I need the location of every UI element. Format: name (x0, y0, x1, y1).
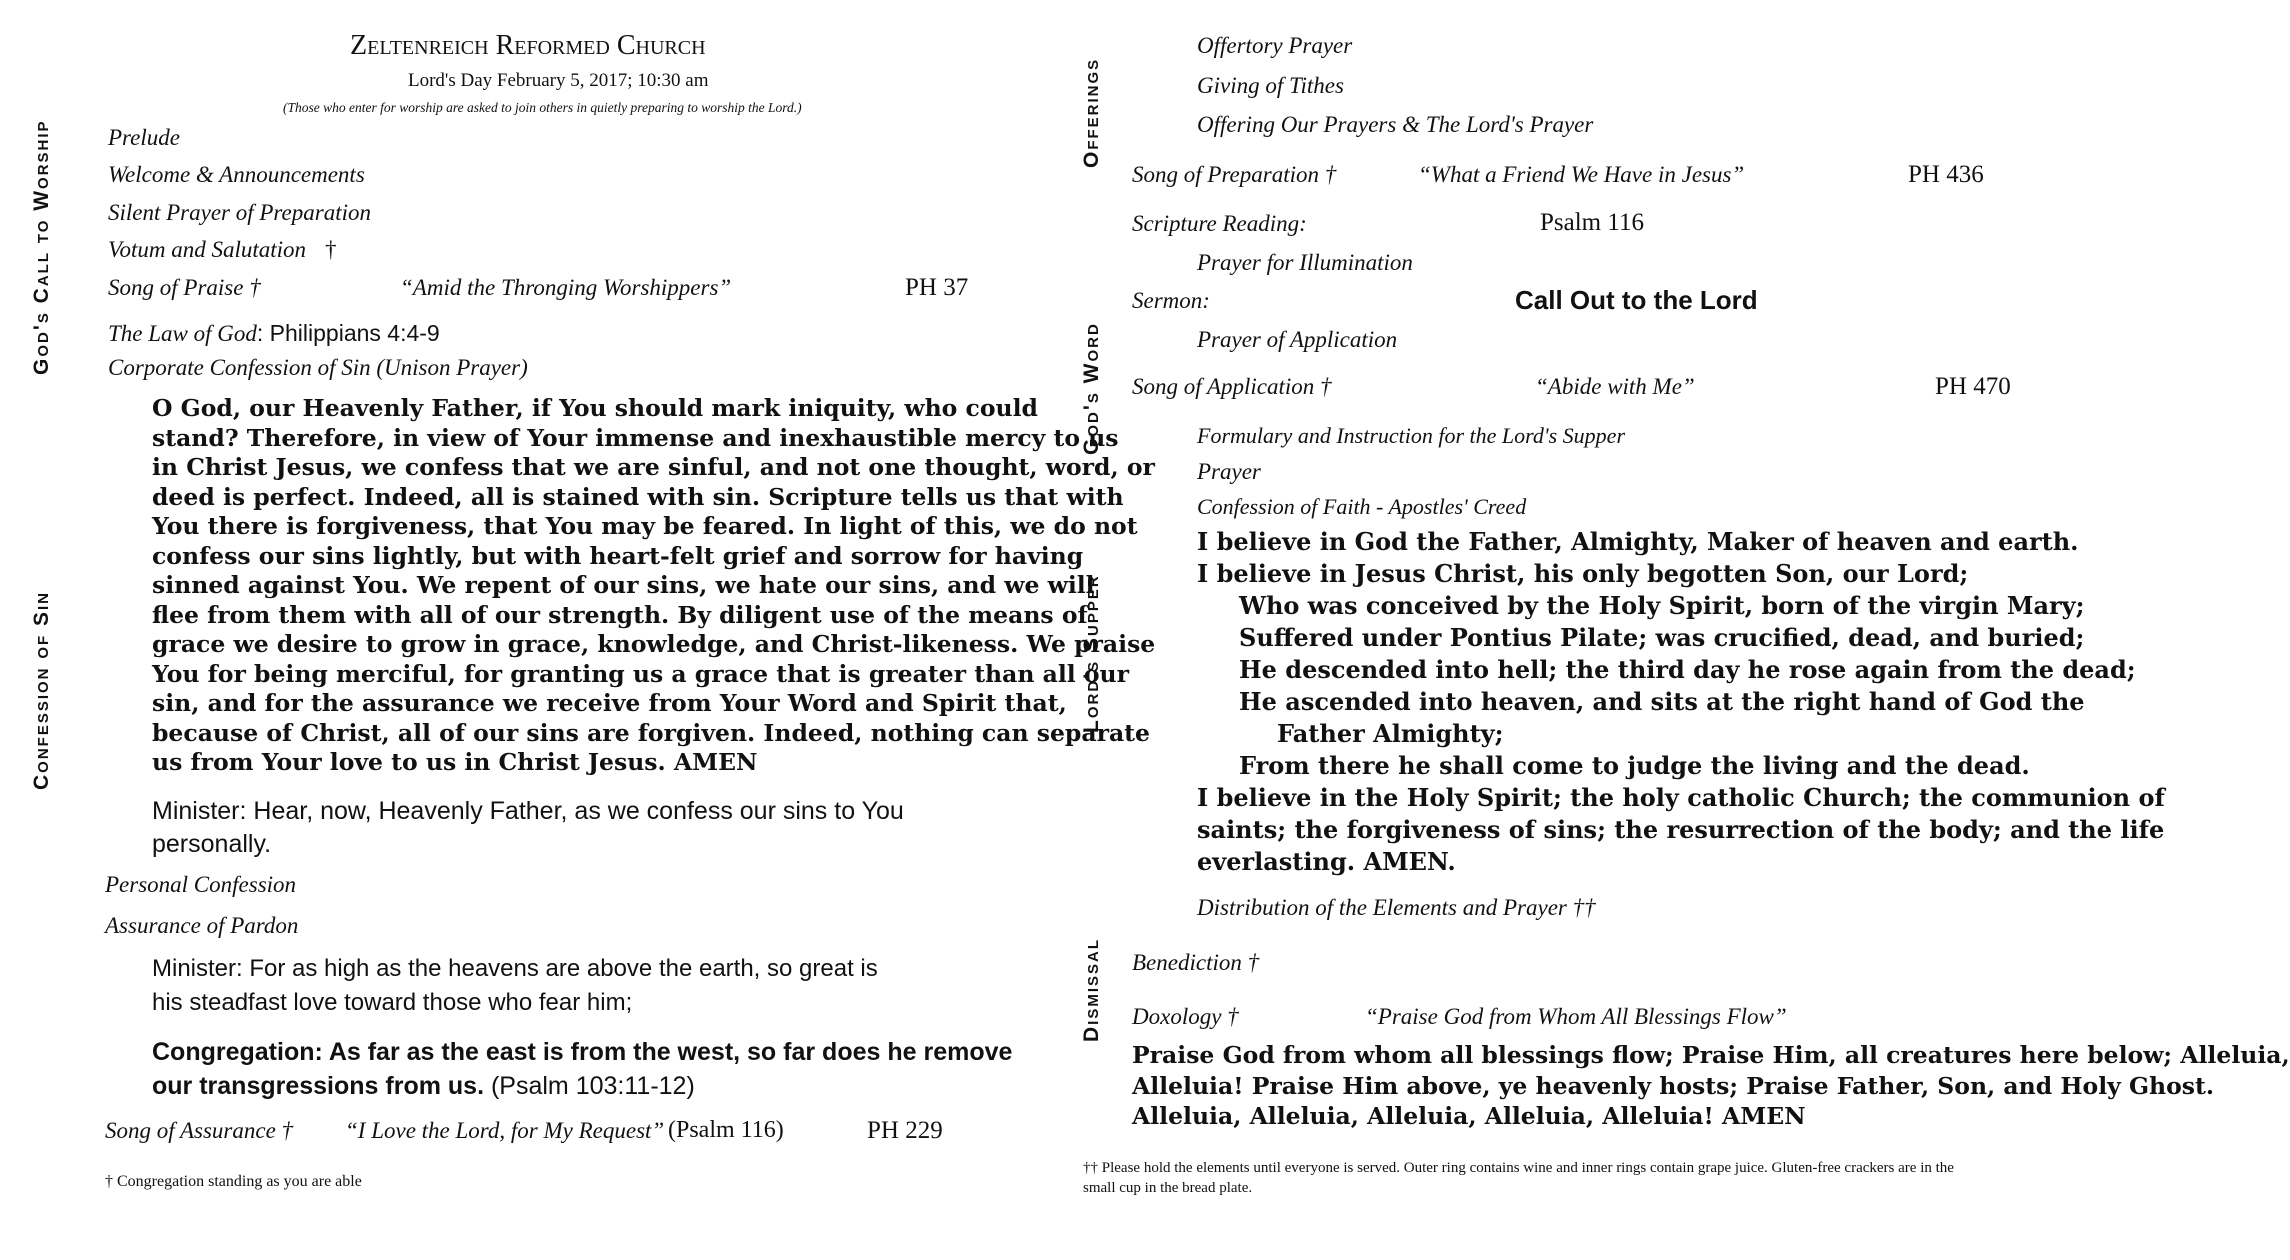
header-note: (Those who enter for worship are asked to join others in quietly preparing to worship the Lord.) (283, 100, 802, 115)
doxology-line: Alleluia, Alleluia, Alleluia, Alleluia, Alleluia! AMEN (1132, 1102, 1806, 1130)
side-label-lords-supper: Lord's Supper (1080, 574, 1103, 733)
distribution-of-elements: Distribution of the Elements and Prayer †† (1197, 895, 1596, 920)
prayer-line: confess our sins lightly, but with heart-felt grief and sorrow for having (152, 541, 1084, 570)
scripture-reference: Psalm 116 (1540, 209, 1644, 236)
congregation-ref: (Psalm 103:11-12) (484, 1072, 695, 1100)
silent-prayer: Silent Prayer of Preparation (108, 200, 371, 225)
left-footnote: † Congregation standing as you are able (105, 1173, 362, 1190)
song-of-praise-number: PH 37 (905, 274, 969, 301)
congregation-line: our transgressions from us. (152, 1072, 485, 1100)
welcome-announcements: Welcome & Announcements (108, 162, 365, 187)
prayer-item: Prayer (1197, 459, 1261, 484)
side-label-offerings: Offerings (1080, 57, 1103, 168)
prayer-line: grace we desire to grow in grace, knowledge, and Christ-likeness. We praise (152, 630, 1156, 658)
song-of-preparation: Song of Preparation † (1132, 162, 1337, 187)
minister-call (152, 795, 904, 861)
song-of-application-title: “Abide with Me” (1535, 374, 1695, 399)
apostles-creed (1197, 526, 2165, 878)
assurance-of-pardon: Assurance of Pardon (105, 913, 299, 938)
doxology: Doxology † (1132, 1004, 1239, 1029)
prayer-line: because of Christ, all of our sins are forgiven. Indeed, nothing can separate (152, 718, 1150, 747)
creed-line: Father Almighty; (1277, 719, 1504, 748)
side-label-gods-word: God's Word (1080, 322, 1103, 455)
prayer-line: stand? Therefore, in view of Your immense and inexhaustible mercy to us (152, 423, 1119, 452)
song-of-assurance-ref: (Psalm 116) (668, 1117, 784, 1143)
prayer-line: You for being merciful, for granting us a grace that is greater than all our (152, 659, 1130, 688)
song-of-preparation-number: PH 436 (1908, 161, 1984, 188)
right-footnote (1083, 1158, 1954, 1198)
prayer-line: in Christ Jesus, we confess that we are sinful, and not one thought, word, or (152, 453, 1155, 481)
doxology-title: “Praise God from Whom All Blessings Flow” (1365, 1004, 1787, 1029)
church-name: Zeltenreich Reformed Church (350, 30, 706, 61)
footnote-line: small cup in the bread plate. (1083, 1180, 1253, 1196)
giving-of-tithes: Giving of Tithes (1197, 73, 1344, 98)
creed-line: I believe in God the Father, Almighty, Maker of heaven and earth. (1197, 527, 2079, 556)
footnote-line: †† Please hold the elements until everyone is served. Outer ring contains wine and inner rings contain grape juice. Gluten-free crackers are in the (1083, 1160, 1954, 1176)
prayer-line: sinned against You. We repent of our sins, we hate our sins, and we will (152, 571, 1095, 599)
prayer-line: deed is perfect. Indeed, all is stained with sin. Scripture tells us that with (152, 482, 1124, 511)
votum-mark: † (325, 237, 337, 262)
side-label-confession: Confession of Sin (30, 590, 53, 790)
side-label-call-to-worship: God's Call to Worship (30, 119, 53, 375)
prelude: Prelude (108, 125, 180, 150)
creed-line: From there he shall come to judge the living and the dead. (1239, 751, 2030, 780)
creed-line: Suffered under Pontius Pilate; was crucified, dead, and buried; (1239, 623, 2085, 652)
benediction: Benediction † (1132, 950, 1260, 975)
sermon-title: Call Out to the Lord (1515, 285, 1758, 315)
song-of-application-number: PH 470 (1935, 373, 2011, 400)
prayer-line: us from Your love to us in Christ Jesus. AMEN (152, 748, 758, 776)
personal-confession: Personal Confession (105, 872, 297, 897)
doxology-text (1132, 1040, 2290, 1132)
confession-prayer (152, 394, 1155, 778)
law-label: The Law of God (108, 321, 257, 346)
congregation-response (152, 1035, 1012, 1104)
law-of-god (108, 320, 440, 347)
minister-assurance (152, 952, 878, 1020)
song-of-preparation-title: “What a Friend We Have in Jesus” (1418, 162, 1745, 187)
minister-line: personally. (152, 830, 272, 858)
song-of-praise: Song of Praise † (108, 275, 261, 300)
prayer-of-application: Prayer of Application (1197, 327, 1398, 352)
law-ref: : Philippians 4:4-9 (256, 320, 440, 346)
creed-line: He ascended into heaven, and sits at the right hand of God the (1239, 687, 2085, 716)
side-label-dismissal: Dismissal (1080, 937, 1103, 1042)
minister-line: his steadfast love toward those who fear him; (152, 989, 633, 1016)
minister-line: Minister: For as high as the heavens are above the earth, so great is (152, 955, 878, 982)
prayer-line: flee from them with all of our strength. By diligent use of the means of (152, 600, 1088, 629)
congregation-line: Congregation: As far as the east is from the west, so far does he remove (152, 1038, 1013, 1066)
offering-prayers: Offering Our Prayers & The Lord's Prayer (1197, 112, 1594, 137)
song-of-praise-title: “Amid the Thronging Worshippers” (400, 275, 732, 300)
song-of-assurance: Song of Assurance † (105, 1118, 294, 1143)
minister-line: Minister: Hear, now, Heavenly Father, as we confess our sins to You (152, 797, 904, 825)
doxology-line: Alleluia! Praise Him above, ye heavenly hosts; Praise Father, Son, and Holy Ghost. (1132, 1071, 2215, 1100)
creed-line: I believe in Jesus Christ, his only begotten Son, our Lord; (1197, 559, 1969, 588)
prayer-line: You there is forgiveness, that You may be feared. In light of this, we do not (152, 512, 1138, 540)
prayer-line: O God, our Heavenly Father, if You should mark iniquity, who could (152, 394, 1038, 422)
formulary: Formulary and Instruction for the Lord's Supper (1197, 423, 1626, 448)
corporate-confession: Corporate Confession of Sin (Unison Prayer) (108, 355, 528, 380)
song-of-application: Song of Application † (1132, 374, 1332, 399)
prayer-line: sin, and for the assurance we receive from Your Word and Spirit that, (152, 689, 1067, 717)
votum-salutation: Votum and Salutation (108, 237, 307, 262)
creed-line: He descended into hell; the third day he rose again from the dead; (1239, 655, 2136, 684)
scripture-reading: Scripture Reading: (1132, 211, 1307, 236)
prayer-for-illumination: Prayer for Illumination (1197, 250, 1413, 275)
confession-of-faith: Confession of Faith - Apostles' Creed (1197, 494, 1527, 519)
service-date: Lord's Day February 5, 2017; 10:30 am (408, 70, 709, 91)
doxology-line: Praise God from whom all blessings flow; Praise Him, all creatures here below; Alleluia, (1132, 1041, 2290, 1069)
creed-line: I believe in the Holy Spirit; the holy catholic Church; the communion of (1197, 783, 2165, 812)
song-of-assurance-title: “I Love the Lord, for My Request” (345, 1118, 665, 1143)
creed-line: saints; the forgiveness of sins; the resurrection of the body; and the life (1197, 815, 2165, 844)
offertory-prayer: Offertory Prayer (1197, 33, 1353, 58)
creed-line: everlasting. AMEN. (1197, 847, 1456, 876)
sermon-label: Sermon: (1132, 288, 1210, 313)
song-of-assurance-number: PH 229 (867, 1117, 943, 1144)
creed-line: Who was conceived by the Holy Spirit, born of the virgin Mary; (1239, 591, 2085, 620)
